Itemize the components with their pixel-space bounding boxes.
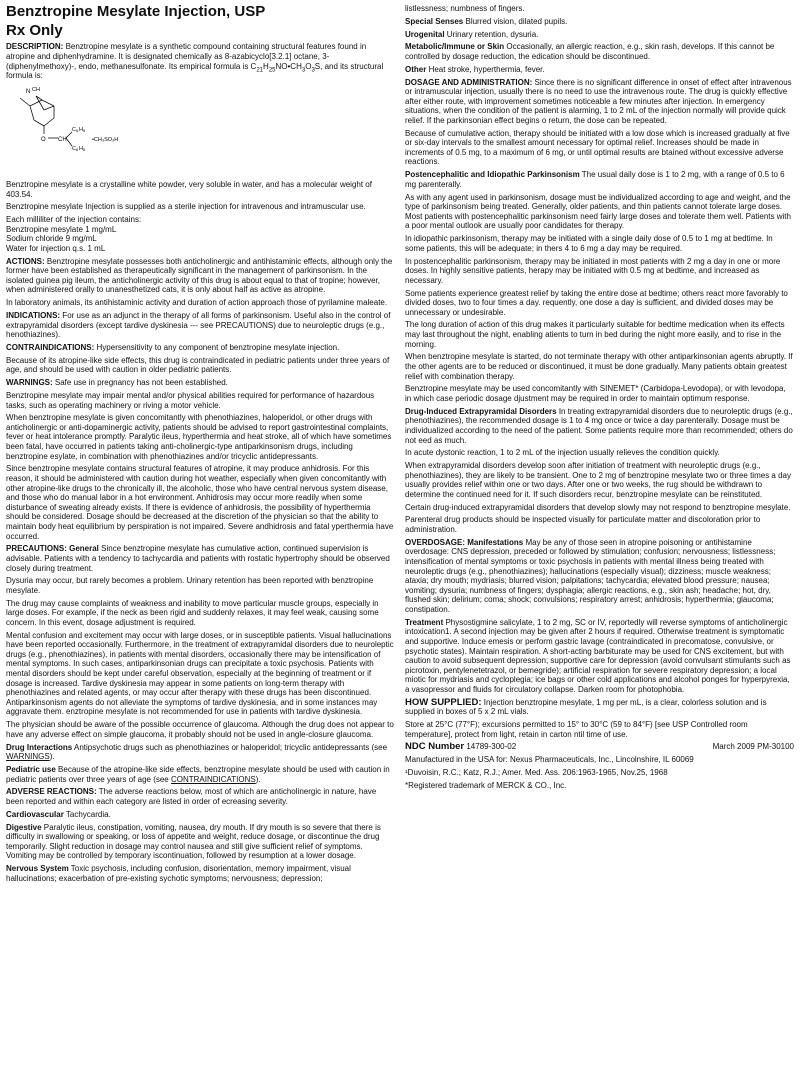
develop-slowly-paragraph: Certain drug-induced extrapyramidal disorders that develop slowly may not respond to benztropine mesylate. xyxy=(405,502,791,512)
parenteral-paragraph: Parenteral drug products should be inspected visually for particulate matter and discoloration prior to administration. xyxy=(405,515,761,535)
phenyl-label-top: C xyxy=(72,126,76,133)
nervous-system-paragraph: Nervous System Toxic psychosis, including confusion, disorientation, memory impairment, visual hallucinations; exacerbation of pre-existing sychotic symptoms; nervousness; depression; xyxy=(6,864,351,883)
postencephalitic-paragraph: Postencephalitic and Idiopathic Parkinsonism The usual daily dose is 1 to 2 mg, with a range of 0.5 to 6 mg parenterally. xyxy=(405,170,785,189)
crystal-paragraph: Benztropine mesylate is a crystalline white powder, very soluble in water, and has a molecular weight of 403.54. xyxy=(6,179,372,199)
rx-only-label: Rx Only xyxy=(6,22,63,40)
indications-paragraph: INDICATIONS: For use as an adjunct in the therapy of all forms of parkinsonism. Useful also in the control of extrapyramidal disorders (except tardive dyskinesia --- see PRECAUTIONS) due to neuroleptic drugs (e.g., henothiazines). xyxy=(6,311,391,340)
phenyl-label-bottom: C xyxy=(72,145,76,152)
treatment-paragraph: Treatment Physostigmine salicylate, 1 to 2 mg, SC or IV, reportedly will reverse symptoms of anticholinergic intoxication1. A second injection may be given after 2 hours if required. Otherwise treatment is symptomatic and supportive. Induce emesis or perform gastric lavage (contraindicated in precomatose, convulsive, or psychotic states). Maintain respiration. A short-acting barbiturate may be used for CNS excitement, but with caution to avoid subsequent depression; supportive care for depression (avoid convulsant stimulants such as picrotoxin, pentylenetetrazol, or bemegride); artificial respiration for severe respiratory depression; a local miotic for mydriasis and cycloplegia; ice bags or other cold applications and alcohol ponges for hyperpyrexia, a vasopressor and fluids for circulatory collapse. Darken room for photophobia. xyxy=(405,617,791,694)
overdosage-paragraph: OVERDOSAGE: Manifestations May be any of those seen in atropine poisoning or antihistamine overdosage: CNS depression, preceded or followed by stimulation; confusion; nervousness; listlessness; intensification of mental symptoms or toxic psychosis in patients with mental illness being treated with neuroleptic drugs (e.g., phenothiazines); hallucinations (especially visual); dizziness; muscle weakness; ataxia; dry mouth; mydriasis; blurred vision; palpitations; tachycardia; elevated blood pressure; nausea; vomiting; dysuria; numbness of fingers; dysphagia; allergic reactions, e.g., skin ash; headache; hot, dry, flushed skin; delirium; coma; shock; convulsions; respiratory arrest; anhidrosis; hyperthermia; glaucoma; constipation. xyxy=(405,537,776,614)
weakness-paragraph: The drug may cause complaints of weakness and inability to move particular muscle groups, especially in large doses. For example, if the neck as been rigid and suddenly relaxes, it may feel weak, causing some concern. In this event, dosage adjustment is required. xyxy=(6,598,379,627)
left-column xyxy=(6,4,395,1082)
dysuria-paragraph: Dysuria may occur, but rarely becomes a problem. Urinary retention has been reported with benztropine mesylate. xyxy=(6,576,374,595)
trademark-footnote: *Registered trademark of MERCK & CO., Inc. xyxy=(405,780,567,790)
special-senses-paragraph: Special Senses Blurred vision, dilated pupils. xyxy=(405,16,568,26)
actions-paragraph: ACTIONS: Benztropine mesylate possesses both anticholinergic and antihistaminic effects, although only the former have been established as therapeutically significant in the management of parkinsonism. In the isolated guinea pig ileum, the anticholinergic activity of this drug is about equal to that of tropine; however, when administered orally to unanesthetized cats, it is only about half as active as atropine. xyxy=(6,256,393,295)
because-paragraph: Because of its atropine-like side effects, this drug is contraindicated in pediatric patients under three years of age, and should be used with caution in older pediatric patients. xyxy=(6,355,390,375)
dosage-paragraph: DOSAGE AND ADMINISTRATION: Since there is no significant difference in onset of effect after intravenous or intramuscular injection, usually there is no need to use the intravenous route. The drug is quickly effective after either route, with improvement sometimes noticeable a few minutes after injection. In emergency situations, when the condition of the patient is alarming, 1 to 2 mL of the injection normally will provide quick relief. If the parkinsonian effect begins o return, the dose can be repeated. xyxy=(405,77,792,125)
idiopathic-paragraph: In idiopathic parkinsonism, therapy may be initiated with a single daily dose of 0.5 to 1 mg at bedtime. In some patients, this will be adequate; in thers 4 to 6 mg a day may be required. xyxy=(405,234,773,253)
document-title: Benztropine Mesylate Injection, USP xyxy=(6,4,266,20)
manufacturer-line: Manufactured in the USA for: Nexus Pharmaceuticals, Inc., Lincolnshire, IL 60069 xyxy=(405,755,694,765)
long-duration-paragraph: The long duration of action of this drug makes it particularly suitable for bedtime medication when its effects may last throughout the night, enabling atients to turn in bed during the night more easily, and to rise in the morning. xyxy=(405,320,785,349)
warnings-paragraph: WARNINGS: Safe use in pregnancy has not been established. xyxy=(6,378,228,388)
glaucoma-paragraph: The physician should be aware of the possible occurrence of glaucoma. Although the drug does not appear to have any adverse effect on simple glaucoma, it probably should not be used in angle-closure glaucoma. xyxy=(6,720,394,739)
description-paragraph: DESCRIPTION: Benztropine mesylate is a synthetic compound containing structural features found in atropine and diphenhydramine. It is designated chemically as 8-azabicyclo[3.2.1] octane, 3-(diphenylmethoxy)-, endo, methanesulfonate. Its empirical formula is $C_{21}H_{25}NO•CH_3O_3S$, and its structural formula is: xyxy=(6,42,384,81)
cardiovascular-paragraph: Cardiovascular Tachycardia. xyxy=(6,809,111,819)
supplied-paragraph: Benztropine mesylate Injection is supplied as a sterile injection for intravenous and intramuscular use. xyxy=(6,202,366,212)
svg-text:H: H xyxy=(79,126,83,133)
ch-label: CH xyxy=(58,136,67,143)
composition-block: Each milliliter of the injection contains: Benztropine mesylate 1 mg/mL Sodium chloride 9 mg/mL Water for injection q.s. 1 mL xyxy=(6,215,142,253)
concomitant-paragraph: When benztropine mesylate is given concomitantly with phenothiazines, haloperidol, or other drugs with anticholinergic or anti-dopaminergic activity, patients should be advised to report gastrointestinal complaints, fever or heat intolerance promptly. Paralytic ileus, hyperthermia and heat stroke, all of which have sometimes been fatal, have occurred in patients taking anti-cholinergic-type antiparkinsonism drugs, including benztropine esylate, in combination with phenothiazines and/or tricyclic antidepressants. xyxy=(6,413,392,461)
svg-text:6: 6 xyxy=(76,146,79,152)
bedtime-relief-paragraph: Some patients experience greatest relief by taking the entire dose at bedtime; others react more favorably to divided doses, two to four times a day. requently, one dose a day is sufficient, and divided doses may be unnecessary or undesirable. xyxy=(405,288,788,317)
svg-text:6: 6 xyxy=(76,127,79,133)
structural-formula-svg xyxy=(6,84,146,156)
impair-paragraph: Benztropine mesylate may impair mental and/or physical abilities required for performance of hazardous tasks, such as operating machinery or riving a motor vehicle. xyxy=(6,390,375,410)
warnings-link[interactable]: WARNINGS xyxy=(6,752,50,762)
laboratory-paragraph: In laboratory animals, its antihistaminic activity and duration of action approach those of pyrilamine maleate. xyxy=(6,298,388,308)
precautions-paragraph: PRECAUTIONS: General Since benztropine mesylate has cumulative action, continued supervision is advisable. Patients with a tendency to tachycardia and patients with rostatic hypertrophy should be observed closely during treatment. xyxy=(6,544,390,573)
storage-paragraph: Store at 25°C (77°F); excursions permitted to 15° to 30°C (59 to 84°F) [see USP Controlled room temperature], protect from light, retain in carton ntil time of use. xyxy=(405,720,748,739)
acute-dystonic-paragraph: In acute dystonic reaction, 1 to 2 mL of the injection usually relieves the condition quickly. xyxy=(405,448,720,458)
o-atom-label: O xyxy=(41,136,46,143)
svg-text:5: 5 xyxy=(83,127,86,133)
svg-text:5: 5 xyxy=(83,146,86,152)
structural-formula-diagram xyxy=(6,84,395,156)
sinemet-paragraph: Benztropine mesylate may be used concomitantly with SINEMET* (Carbidopa-Levodopa), or with levodopa, in which case periodic dosage djustment may be required in order to maintain optimum response. xyxy=(405,384,786,403)
anhidrosis-paragraph: Since benztropine mesylate contains structural features of atropine, it may produce anhidrosis. For this reason, it should be administered with caution during hot weather, especially when given concomitantly with other atropine-like drugs to the chronically ill, the alcoholic, those who have central nervous system disease, and those who do manual labor in a hot environment. Anhidrosis may occur more readily when some disturbance of sweating already exists. If there is evidence of anhidrosis, the possibility of hyperthermia should be considered. Dosage should be decreased at the discretion of the physician so that the ability to maintain body heat equilibrium by perspiration is not impaired. Severe andhidrosis and fatal yperthermia have occurred. xyxy=(6,464,394,541)
methyl-label: CH xyxy=(32,86,40,93)
started-paragraph: When benztropine mesylate is started, do not terminate therapy with other antiparkinsonian agents abruptly. If the other agents are to be reduced or discontinued, it must be done gradually. Many patients obtain greatest relief with combination therapy. xyxy=(405,352,793,381)
n-atom-label: N xyxy=(26,88,31,95)
reference-footnote: ¹Duvoisin, R.C.; Katz, R.J.; Amer. Med. Ass. 206:1963-1965, Nov.25, 1968 xyxy=(405,768,668,778)
ndc-row: NDC Number 14789-300-02 March 2009 PM-30100 xyxy=(405,741,794,753)
mesylate-salt-label: •CH₃SO₃H xyxy=(92,136,119,143)
metabolic-paragraph: Metabolic/Immune or Skin Occasionally, an allergic reaction, e.g., skin rash, develops. If this cannot be controlled by dosage reduction, the edication should be discontinued. xyxy=(405,42,775,61)
revision-date: March 2009 PM-30100 xyxy=(712,742,794,752)
postenc-therapy-paragraph: In postencephalitic parkinsonism, therapy may be initiated in most patients with 2 mg a day in one or more doses. In highly sensitive patients, herapy may be initiated with 0.5 mg at bedtime, and increased as necessary. xyxy=(405,256,781,285)
how-supplied-paragraph: HOW SUPPLIED: Injection benztropine mesylate, 1 mg per mL, is a clear, colorless solution and is supplied in boxes of 5 x 2 mL vials. xyxy=(405,696,767,717)
pediatric-paragraph: Pediatric use Because of the atropine-like side effects, benztropine mesylate should be used with caution in pediatric patients over three years of age (see CONTRAINDICATIONS). xyxy=(6,764,390,784)
drug-interactions-paragraph: Drug Interactions Antipsychotic drugs such as phenothiazines or haloperidol; tricyclic antidepressants (see WARNINGS). xyxy=(6,742,388,762)
drug-induced-eps-paragraph: Drug-Induced Extrapyramidal Disorders In treating extrapyramidal disorders due to neuroleptic drugs (e.g., phenothiazines), the recommended dosage is 1 to 4 mg once or twice a day parenterally. Dosage must be individualized according to the need of the patient. Some patients require more than recommended; others do not eed as much. xyxy=(405,406,793,445)
contraindications-link[interactable]: CONTRAINDICATIONS xyxy=(170,774,256,784)
nervous-continued: listlessness; numbness of fingers. xyxy=(405,4,525,13)
digestive-paragraph: Digestive Paralytic ileus, constipation, vomiting, nausea, dry mouth. If dry mouth is so severe that there is difficulty in swallowing or speaking, or loss of appetite and weight, reduce dosage, or discontinue the drug temporarily. Slight reduction in dosage may control nausea and still give sufficient relief of symptoms. Vomiting may be controlled by temporary iscontinuation, followed by resumption at a lower dosage. xyxy=(6,822,381,861)
right-column xyxy=(405,4,794,1082)
contraindications-paragraph: CONTRAINDICATIONS: Hypersensitivity to any component of benztropine mesylate injection. xyxy=(6,342,340,352)
individualized-paragraph: As with any agent used in parkinsonism, dosage must be individualized according to age and weight, and the type of parkinsonism being treated. Generally, older patients, and thin patients cannot tolerate large doses. Most patients with postencephalitic parkinsonism need fairly large doses and tolerate them well. Patients with a poor mental outlook are usually poor candidates for therapy. xyxy=(405,192,791,231)
svg-text:H: H xyxy=(79,145,83,152)
mental-paragraph: Mental confusion and excitement may occur with large doses, or in susceptible patients. Visual hallucinations have been reported occasionally. Furthermore, in the treatment of extrapyramidal disorders due to neuroleptic drugs (e.g., phenothiazines), in patients with mental disorders, occasionally there may be intensification of mental symptoms. In such cases, antiparkinsonian drugs can precipitate a toxic psychosis. Patients with mental disorders should be kept under careful observation, especially at the beginning of treatment or if dosage is increased. Tardive dyskinesia may appear in some patients on long-term therapy with phenothiazines and related agents, or may occur after therapy with these drugs has been discontinued. Antiparkinsonism agents do not alleviate the symptoms of tardive dyskinesia, and in some instances may aggravate them. enztropine mesylate is not recommended for use in patients with tardive dyskinesia. xyxy=(6,630,394,717)
adverse-reactions-paragraph: ADVERSE REACTIONS: The adverse reactions below, most of which are anticholinergic in nature, have been reported and within each category are listed in order of ecreasing severity. xyxy=(6,787,377,806)
cumulative-paragraph: Because of cumulative action, therapy should be initiated with a low dose which is increased gradually at five or six-day intervals to the smallest amount necessary for optimal relief. Increases should be made in increments of 0.5 mg, to a maximum of 6 mg, or until optimal results are btained without excessive adverse reactions. xyxy=(405,128,790,167)
other-paragraph: Other Heat stroke, hyperthermia, fever. xyxy=(405,64,545,74)
urogenital-paragraph: Urogenital Urinary retention, dysuria. xyxy=(405,29,539,39)
develop-soon-paragraph: When extrapyramidal disorders develop soon after initiation of treatment with neuroleptic drugs (e.g., phenothiazines), they are likely to be transient. One to 2 mg of benztropine mesylate two or three times a day usually provides relief within one or two days. After one or two weeks, the rug should be withdrawn to determine the continued need for it. If such disorders recur, benztropine mesylate can be reinstituted. xyxy=(405,461,791,499)
